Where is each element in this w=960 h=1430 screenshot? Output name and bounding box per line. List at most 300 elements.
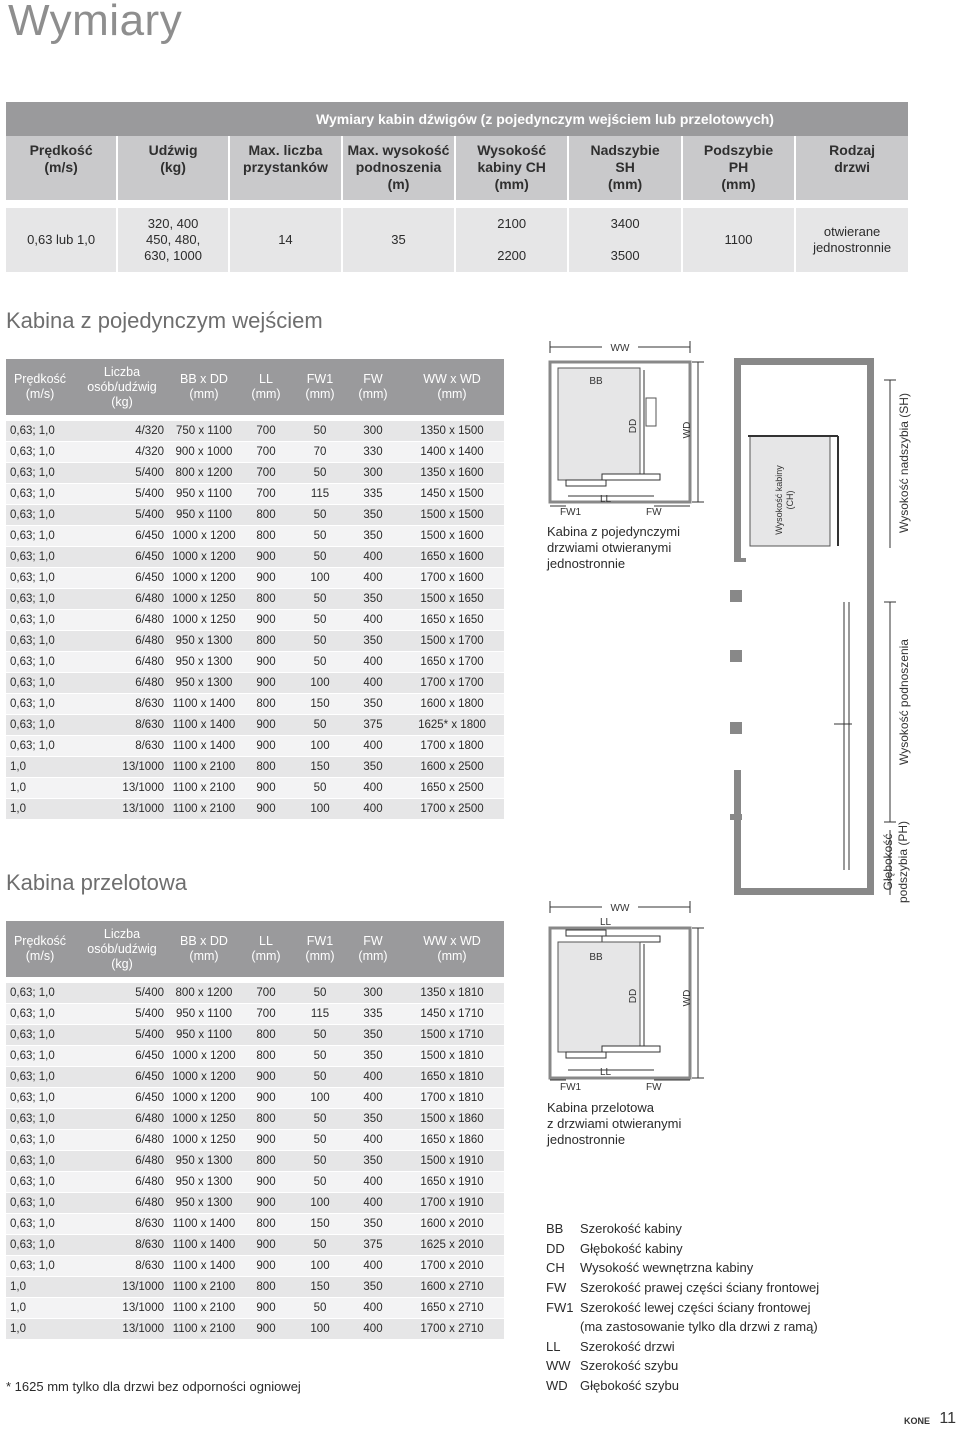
- table-cell: 0,63; 1,0: [10, 446, 55, 458]
- table-cell: 1450 x 1500: [420, 488, 484, 500]
- table-cell: 0,63; 1,0: [10, 677, 55, 689]
- table-cell: 1,0: [10, 1302, 26, 1314]
- shaft-ceiling: [734, 358, 874, 365]
- table-cell: 375: [363, 1239, 383, 1251]
- table-cell: 0,63; 1,0: [10, 572, 55, 584]
- table-cell: 50: [313, 1176, 327, 1188]
- table-cell: 375: [363, 719, 383, 731]
- table-header-cell: Prędkość (m/s): [13, 372, 67, 401]
- table-header-cell: Prędkość (m/s): [13, 934, 67, 963]
- table-cell: 6/480: [135, 1134, 164, 1146]
- fw-label-through: FW: [646, 1082, 662, 1093]
- table-cell: 0,63; 1,0: [10, 530, 55, 542]
- brand-logo: KONE: [903, 1416, 930, 1426]
- top-table-header-cell: Udźwig (kg): [116, 136, 228, 200]
- table-cell: 900: [256, 656, 276, 668]
- table-row: [6, 484, 504, 504]
- table-cell: 1650 x 1600: [420, 551, 484, 563]
- legend-abbr: FW: [546, 1280, 567, 1296]
- table-row: [6, 505, 504, 525]
- table-cell: 700: [256, 446, 276, 458]
- table-cell: 1000 x 1250: [172, 1113, 236, 1125]
- table-cell: 350: [363, 1218, 383, 1230]
- table-cell: 50: [313, 1050, 327, 1062]
- table-cell: 0,63; 1,0: [10, 635, 55, 647]
- legend-item: [546, 1337, 819, 1357]
- table-cell: 6/450: [135, 1071, 164, 1083]
- table-row: [6, 610, 504, 630]
- table-cell: 1100 x 1400: [172, 1239, 236, 1251]
- table-cell: 950 x 1300: [175, 1197, 233, 1209]
- table-cell: 4/320: [135, 425, 164, 437]
- table-cell: 900: [256, 551, 276, 563]
- legend-text: Szerokość kabiny: [580, 1221, 682, 1237]
- ww-label-through: WW: [610, 903, 630, 914]
- table-row: [6, 1046, 504, 1066]
- table-cell: 1500 x 1860: [420, 1113, 484, 1125]
- table-cell: 800: [256, 1155, 276, 1167]
- table-cell: 4/320: [135, 446, 164, 458]
- table-cell: 5/400: [135, 488, 164, 500]
- table-cell: 50: [313, 551, 327, 563]
- table-cell: 150: [310, 698, 330, 710]
- table-cell: 1500 x 1650: [420, 593, 484, 605]
- table-cell: 100: [310, 803, 330, 815]
- table-cell: 900: [256, 1092, 276, 1104]
- table-cell: 900: [256, 740, 276, 752]
- table-cell: 100: [310, 572, 330, 584]
- speed-cell: [6, 200, 116, 272]
- single-entrance-table: [6, 359, 504, 819]
- table-cell: 800: [256, 1050, 276, 1062]
- table-cell: 0,63; 1,0: [10, 656, 55, 668]
- table-row: [6, 1151, 504, 1171]
- table-cell: 800: [256, 1218, 276, 1230]
- table-cell: 1650 x 1910: [420, 1176, 484, 1188]
- table-cell: 1100 x 2100: [172, 761, 236, 773]
- table-cell: 900: [256, 1071, 276, 1083]
- table-cell: 400: [363, 1071, 383, 1083]
- table-cell: 400: [363, 1323, 383, 1335]
- top-table-header-cell: Podszybie PH (mm): [681, 136, 794, 200]
- top-table-header-cell: Wysokość kabiny CH (mm): [454, 136, 567, 200]
- table-cell: 0,63; 1,0: [10, 488, 55, 500]
- table-cell: 700: [256, 488, 276, 500]
- table-header-cell: LL (mm): [251, 372, 281, 401]
- table-cell: 100: [310, 1260, 330, 1272]
- table-cell: 0,63; 1,0: [10, 1134, 55, 1146]
- legend-text: Głębokość kabiny: [580, 1240, 683, 1256]
- table-cell: 0,63; 1,0: [10, 1176, 55, 1188]
- table-cell: 6/480: [135, 656, 164, 668]
- table-cell: 950 x 1300: [175, 677, 233, 689]
- table-cell: 350: [363, 530, 383, 542]
- table-cell: 1600 x 2010: [420, 1218, 484, 1230]
- table-cell: 1350 x 1810: [420, 987, 484, 999]
- table-cell: 50: [313, 1302, 327, 1314]
- table-cell: 950 x 1300: [175, 1176, 233, 1188]
- table-cell: 6/480: [135, 1176, 164, 1188]
- table-cell: 50: [313, 425, 327, 437]
- table-cell: 1700 x 2010: [420, 1260, 484, 1272]
- table-cell: 1000 x 1200: [172, 1071, 236, 1083]
- fw-label: FW: [646, 507, 662, 518]
- table-header-cell: Liczba osób/udźwig (kg): [87, 926, 157, 971]
- table-row: [6, 1235, 504, 1255]
- shaft-right-wall: [867, 358, 874, 888]
- table-cell: 70: [313, 446, 327, 458]
- table-cell: 900: [256, 1134, 276, 1146]
- abbreviation-legend: [546, 1219, 819, 1395]
- table-cell: 950 x 1300: [175, 1155, 233, 1167]
- table-row: [6, 1172, 504, 1192]
- table-cell: 1100 x 2100: [172, 1302, 236, 1314]
- table-cell: 400: [363, 677, 383, 689]
- table-cell: 0,63; 1,0: [10, 425, 55, 437]
- legend-item: [546, 1278, 819, 1298]
- table-cell: 300: [363, 425, 383, 437]
- table-cell: 300: [363, 467, 383, 479]
- table-cell: 1100 x 1400: [172, 719, 236, 731]
- table-cell: 800: [256, 1113, 276, 1125]
- single-entrance-plan-diagram: [540, 338, 710, 518]
- table-cell: 6/450: [135, 551, 164, 563]
- table-cell: 1000 x 1200: [172, 551, 236, 563]
- table-cell: 8/630: [135, 740, 164, 752]
- table-cell: 0,63; 1,0: [10, 551, 55, 563]
- dd-label: DD: [628, 418, 639, 434]
- table-cell: 900: [256, 1176, 276, 1188]
- table-cell: 1600 x 2500: [420, 761, 484, 773]
- legend-abbr: DD: [546, 1240, 565, 1256]
- top-table-data-row: [6, 200, 908, 272]
- table-cell: 1100 x 1400: [172, 740, 236, 752]
- table-cell: 1350 x 1600: [420, 467, 484, 479]
- table-cell: 0,63; 1,0: [10, 1155, 55, 1167]
- shaft-section-diagram: [726, 350, 952, 920]
- wd-label: WD: [682, 421, 693, 439]
- legend-abbr: FW1: [546, 1299, 574, 1315]
- through-cabin-table: [6, 921, 504, 1339]
- table-cell: 5/400: [135, 509, 164, 521]
- table-cell: 950 x 1300: [175, 635, 233, 647]
- table-cell: 400: [363, 1134, 383, 1146]
- table-cell: 1100 x 1400: [172, 698, 236, 710]
- table-cell: 1500 x 1600: [420, 530, 484, 542]
- legend-text: Szerokość prawej części ściany frontowej: [580, 1280, 820, 1296]
- table-cell: 1700 x 2500: [420, 803, 484, 815]
- table-cell: 6/450: [135, 572, 164, 584]
- table-cell: 50: [313, 1113, 327, 1125]
- table-row: [6, 652, 504, 672]
- table-cell: 700: [256, 1008, 276, 1020]
- top-table-header-cell: Max. liczba przystanków: [228, 136, 341, 200]
- table-header-cell: FW1 (mm): [305, 372, 335, 401]
- pit-depth-line2: podszybia (PH): [896, 820, 910, 904]
- table-cell: 150: [310, 1281, 330, 1293]
- table-cell: 0,63; 1,0: [10, 1071, 55, 1083]
- table-cell: 350: [363, 1050, 383, 1062]
- table-cell: 50: [313, 1155, 327, 1167]
- legend-abbr: BB: [546, 1221, 564, 1237]
- legend-item: [546, 1258, 819, 1278]
- headroom-label: Wysokość nadszybia (SH): [897, 393, 911, 533]
- through-table-header: [6, 921, 504, 977]
- table-cell: 13/1000: [122, 1302, 164, 1314]
- table-cell: 50: [313, 656, 327, 668]
- table-header-cell: FW (mm): [358, 934, 388, 963]
- table-header-cell: BB x DD (mm): [180, 372, 228, 401]
- table-cell: 6/480: [135, 677, 164, 689]
- table-cell: 1600 x 2710: [420, 1281, 484, 1293]
- pit-depth-label: [881, 821, 910, 903]
- table-cell: 6/480: [135, 614, 164, 626]
- table-header-cell: FW1 (mm): [305, 934, 335, 963]
- legend-item: [546, 1239, 819, 1259]
- table-cell: 300: [363, 987, 383, 999]
- table-cell: 1650 x 1650: [420, 614, 484, 626]
- table-cell: 1700 x 1800: [420, 740, 484, 752]
- table-cell: 1500 x 1500: [420, 509, 484, 521]
- dd-label-through: DD: [628, 988, 639, 1004]
- table-cell: 950 x 1100: [175, 1029, 233, 1041]
- table-cell: 50: [313, 530, 327, 542]
- table-cell: 400: [363, 1260, 383, 1272]
- table-row: [6, 694, 504, 714]
- counterweight: [646, 398, 656, 426]
- table-cell: 335: [363, 1008, 383, 1020]
- table-row: [6, 568, 504, 588]
- table-cell: 950 x 1100: [175, 509, 233, 521]
- table-row: [6, 421, 504, 441]
- door-cell: [794, 200, 908, 272]
- legend-abbr: WD: [546, 1378, 568, 1394]
- legend-item: [546, 1219, 819, 1239]
- top-table-header-cell: Rodzaj drzwi: [794, 136, 908, 200]
- table-cell: 1000 x 1200: [172, 530, 236, 542]
- table-cell: 800: [256, 593, 276, 605]
- table-cell: 5/400: [135, 467, 164, 479]
- legend-text: Szerokość drzwi: [580, 1338, 675, 1354]
- table-header-cell: FW (mm): [358, 372, 388, 401]
- legend-text: Wysokość wewnętrzna kabiny: [580, 1260, 754, 1276]
- table-cell: 1100 x 2100: [172, 782, 236, 794]
- table-cell: 900: [256, 1302, 276, 1314]
- bb-label-through: BB: [589, 952, 603, 963]
- table-cell: 800: [256, 530, 276, 542]
- table-cell: 400: [363, 1302, 383, 1314]
- table-cell: 400: [363, 1092, 383, 1104]
- table-cell: 350: [363, 698, 383, 710]
- table-cell: 6/480: [135, 1155, 164, 1167]
- table-cell: 0,63; 1,0: [10, 1197, 55, 1209]
- table-cell: 1700 x 1600: [420, 572, 484, 584]
- legend-item: [546, 1376, 819, 1396]
- table-cell: 800 x 1200: [175, 987, 233, 999]
- table-cell: 1000 x 1250: [172, 593, 236, 605]
- ch-value-1: 2100: [497, 216, 527, 231]
- table-cell: 6/480: [135, 1113, 164, 1125]
- table-cell: 6/450: [135, 530, 164, 542]
- table-cell: 8/630: [135, 1218, 164, 1230]
- table-cell: 900: [256, 614, 276, 626]
- legend-item: [546, 1297, 819, 1317]
- table-cell: 1100 x 2100: [172, 1281, 236, 1293]
- table-cell: 13/1000: [122, 782, 164, 794]
- table-cell: 1500 x 1700: [420, 635, 484, 647]
- page-number: 11: [939, 1410, 956, 1427]
- elevator-dimensions-table: [6, 102, 908, 272]
- table-cell: 115: [310, 488, 330, 500]
- table-cell: 400: [363, 572, 383, 584]
- speed-value: 0,63 lub 1,0: [27, 232, 96, 247]
- table-row: [6, 736, 504, 756]
- legend-text: Głębokość szybu: [580, 1378, 679, 1394]
- stops-cell: 14: [228, 200, 341, 272]
- table-cell: 1700 x 1810: [420, 1092, 484, 1104]
- single-diagram-caption: Kabina z pojedynczymi drzwiami otwieranymi jednostronnie: [547, 524, 680, 571]
- table-cell: 50: [313, 782, 327, 794]
- table-cell: 50: [313, 467, 327, 479]
- table-cell: 1000 x 1250: [172, 614, 236, 626]
- table-cell: 1650 x 2500: [420, 782, 484, 794]
- table-cell: 100: [310, 1323, 330, 1335]
- table-cell: 100: [310, 740, 330, 752]
- table-cell: 800: [256, 698, 276, 710]
- table-cell: 1100 x 2100: [172, 803, 236, 815]
- fw1-label-through: FW1: [560, 1082, 582, 1093]
- table-cell: 0,63; 1,0: [10, 1113, 55, 1125]
- table-cell: 50: [313, 1029, 327, 1041]
- table-cell: 5/400: [135, 1008, 164, 1020]
- table-cell: 1500 x 1910: [420, 1155, 484, 1167]
- table-row: [6, 1109, 504, 1129]
- table-cell: 900: [256, 782, 276, 794]
- table-cell: 1700 x 1910: [420, 1197, 484, 1209]
- door-value: otwierane jednostronnie: [813, 224, 892, 255]
- wd-label-through: WD: [682, 989, 693, 1007]
- table-cell: 100: [310, 677, 330, 689]
- table-cell: 400: [363, 740, 383, 752]
- legend-item: [546, 1356, 819, 1376]
- table-cell: 0,63; 1,0: [10, 987, 55, 999]
- table-cell: 50: [313, 635, 327, 647]
- table-cell: 13/1000: [122, 1281, 164, 1293]
- table-cell: 0,63; 1,0: [10, 509, 55, 521]
- table-cell: 900: [256, 1323, 276, 1335]
- table-cell: 1650 x 1810: [420, 1071, 484, 1083]
- pit-depth-line1: Głębokość: [881, 833, 895, 891]
- table-cell: 800: [256, 761, 276, 773]
- table-cell: 400: [363, 1197, 383, 1209]
- table-cell: 150: [310, 761, 330, 773]
- table-cell: 350: [363, 509, 383, 521]
- legend-text: (ma zastosowanie tylko dla drzwi z ramą): [580, 1319, 818, 1335]
- top-table-header-cell: Prędkość (m/s): [6, 136, 116, 200]
- table-cell: 0,63; 1,0: [10, 1239, 55, 1251]
- table-cell: 0,63; 1,0: [10, 1029, 55, 1041]
- table-row: [6, 983, 504, 1003]
- table-cell: 0,63; 1,0: [10, 593, 55, 605]
- load-value: 320, 400 450, 480, 630, 1000: [144, 216, 202, 263]
- through-table-body: [6, 983, 504, 1339]
- table-cell: 350: [363, 761, 383, 773]
- legend-abbr: WW: [546, 1358, 571, 1374]
- table-cell: 950 x 1100: [175, 488, 233, 500]
- table-cell: 335: [363, 488, 383, 500]
- table-cell: 50: [313, 593, 327, 605]
- table-cell: 900: [256, 1239, 276, 1251]
- table-row: [6, 526, 504, 546]
- table-cell: 900: [256, 1197, 276, 1209]
- table-cell: 400: [363, 782, 383, 794]
- table-cell: 1000 x 1200: [172, 1092, 236, 1104]
- through-diagram-caption: Kabina przelotowa z drzwiami otwieranymi jednostronnie: [547, 1100, 682, 1147]
- table-cell: 800: [256, 1029, 276, 1041]
- single-table-body: [6, 421, 504, 819]
- table-cell: 1400 x 1400: [420, 446, 484, 458]
- cabin-height-line2: (CH): [785, 490, 795, 510]
- ll-label-through: LL: [600, 1067, 612, 1078]
- table-cell: 150: [310, 1218, 330, 1230]
- legend-item: [546, 1317, 819, 1337]
- legend-abbr: LL: [546, 1338, 561, 1354]
- table-row: [6, 1256, 504, 1276]
- top-table-header-cell: Nadszybie SH (mm): [567, 136, 680, 200]
- table-cell: 0,63; 1,0: [10, 698, 55, 710]
- table-row: [6, 1067, 504, 1087]
- table-cell: 1450 x 1710: [420, 1008, 484, 1020]
- table-cell: 700: [256, 425, 276, 437]
- table-cell: 100: [310, 1197, 330, 1209]
- table-cell: 800: [256, 509, 276, 521]
- table-cell: 1,0: [10, 782, 26, 794]
- table-cell: 400: [363, 614, 383, 626]
- table-row: [6, 1025, 504, 1045]
- table-cell: 50: [313, 1071, 327, 1083]
- table-cell: 900: [256, 572, 276, 584]
- table-cell: 950 x 1100: [175, 1008, 233, 1020]
- table-cell: 0,63; 1,0: [10, 1218, 55, 1230]
- sh-value-1: 3400: [610, 216, 640, 231]
- footnote: * 1625 mm tylko dla drzwi bez odporności ogniowej: [6, 1379, 301, 1394]
- table-cell: 5/400: [135, 1029, 164, 1041]
- shaft-left-wall-bottom: [734, 770, 741, 890]
- pit-floor: [734, 888, 874, 895]
- bb-label: BB: [589, 376, 603, 387]
- table-cell: 1650 x 1860: [420, 1134, 484, 1146]
- table-cell: 0,63; 1,0: [10, 1050, 55, 1062]
- table-cell: 0,63; 1,0: [10, 1008, 55, 1020]
- through-cabin-title: Kabina przelotowa: [6, 870, 188, 895]
- table-cell: 900: [256, 719, 276, 731]
- table-cell: 350: [363, 1029, 383, 1041]
- ww-label: WW: [610, 343, 630, 354]
- table-cell: 1000 x 1200: [172, 1050, 236, 1062]
- table-cell: 400: [363, 1176, 383, 1188]
- table-cell: 13/1000: [122, 1323, 164, 1335]
- table-cell: 350: [363, 1113, 383, 1125]
- table-header-cell: Liczba osób/udźwig (kg): [87, 364, 157, 409]
- table-cell: 1,0: [10, 1281, 26, 1293]
- table-cell: 1650 x 1700: [420, 656, 484, 668]
- table-cell: 13/1000: [122, 761, 164, 773]
- table-cell: 6/450: [135, 1092, 164, 1104]
- table-cell: 8/630: [135, 1260, 164, 1272]
- table-row: [6, 442, 504, 462]
- table-cell: 115: [310, 1008, 330, 1020]
- table-cell: 50: [313, 1239, 327, 1251]
